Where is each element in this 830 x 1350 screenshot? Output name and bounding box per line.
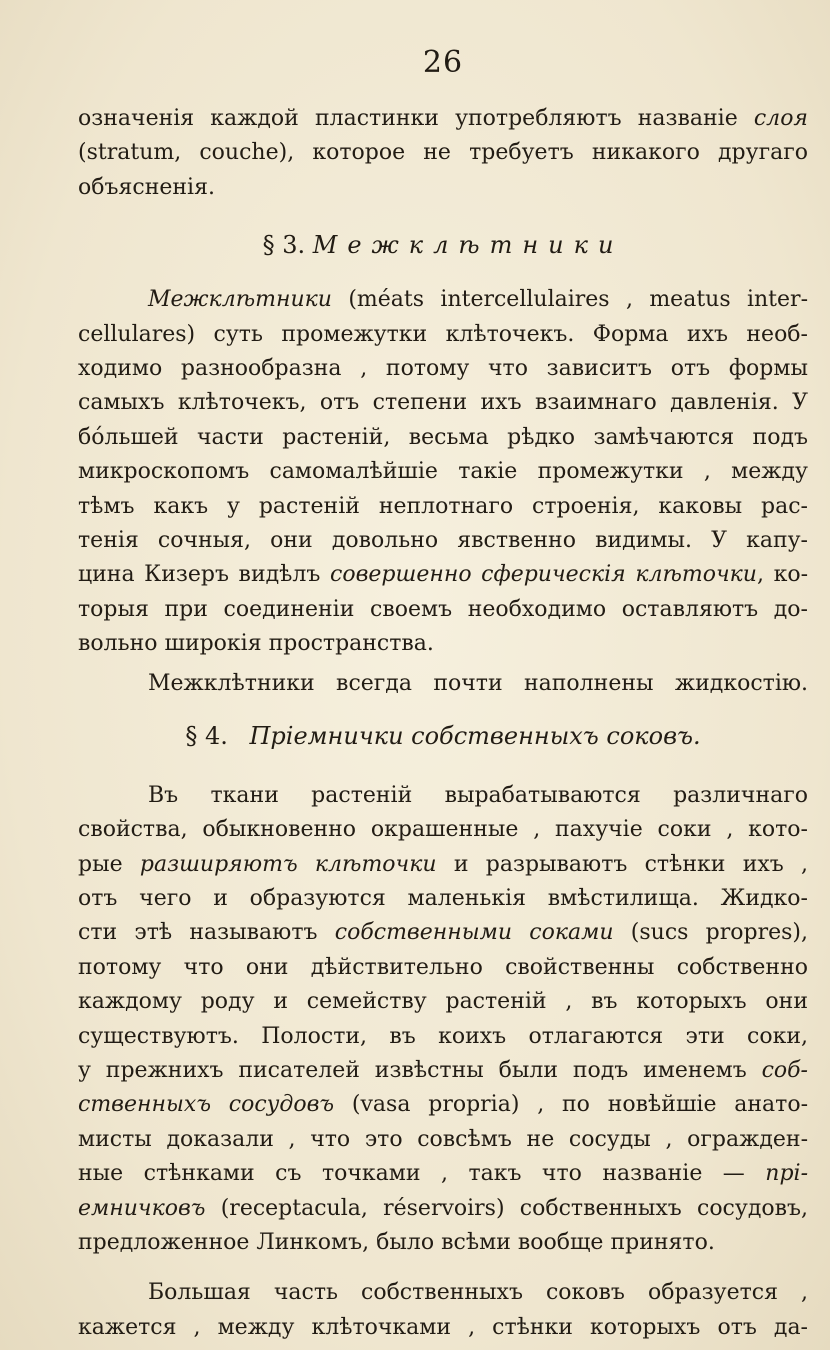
text-line: торыя при соединеніи своемъ необходимо оставляютъ до- — [78, 596, 808, 622]
italic-term: ственныхъ сосудовъ — [78, 1092, 335, 1118]
text-line: предложенное Линкомъ, было всѣми вообще принято. — [78, 1229, 715, 1255]
paragraph-intercellular-fluid — [78, 667, 808, 701]
text-line: ные стѣнками съ точками , такъ что названіе — прі- — [78, 1161, 809, 1187]
section-title: Пріемнички собственныхъ соковъ. — [249, 721, 701, 750]
italic-term: слоя — [753, 106, 808, 131]
text-line: цина Кизеръ видѣлъ совершенно сферическія клѣточки, ко- — [78, 562, 808, 588]
italic-term: емничковъ — [78, 1195, 206, 1221]
italic-term: соб- — [761, 1057, 808, 1083]
text-line: бо́льшей части растеній, весьма рѣдко замѣчаются подъ — [78, 424, 808, 450]
italic-term: совершенно сферическія клѣточки — [330, 562, 757, 588]
page-number: 26 — [422, 45, 464, 80]
text-line: отъ чего и образуются маленькія вмѣстилища. Жидко- — [78, 886, 808, 912]
text-line: рые разширяютъ клѣточки и разрываютъ стѣнки ихъ , — [78, 851, 809, 877]
text-line: Межклѣтники (méats intercellulaires , meatus inter- — [148, 287, 808, 313]
text-line: микроскопомъ самомалѣйшіе такіе промежутки , между — [78, 459, 808, 485]
text-line: (stratum, couche), которое не требуетъ никакого другаго — [78, 140, 808, 166]
text-line: существуютъ. Полости, въ коихъ отлагаются эти соки, — [78, 1023, 808, 1049]
text-line: вольно широкія пространства. — [78, 631, 434, 657]
text-line: сти этѣ называютъ собственными соками (sucs propres), — [78, 920, 808, 946]
section-number: § 4. — [185, 721, 228, 750]
section-heading-4 — [78, 719, 808, 753]
text-line: означенія каждой пластинки употребляютъ названіе слоя — [78, 106, 808, 131]
text-line: Въ ткани растеній вырабатываются различнаго — [148, 782, 808, 808]
italic-term: собственными соками — [334, 920, 614, 946]
italic-term: Межклѣтники — [148, 287, 332, 313]
intro-paragraph — [78, 102, 808, 205]
text-line: кажется , между клѣточками , стѣнки которыхъ отъ да- — [78, 1314, 808, 1340]
text-line: мисты доказали , что это совсѣмъ не сосуды , огражден- — [78, 1126, 808, 1152]
section-heading-3 — [78, 228, 808, 262]
italic-term: прі- — [765, 1161, 809, 1187]
text-line: емничковъ (receptacula, réservoirs) собственныхъ сосудовъ, — [78, 1195, 808, 1221]
text-line: Большая часть собственныхъ соковъ образуется , — [148, 1280, 808, 1306]
italic-term: разширяютъ клѣточки — [139, 851, 437, 877]
text-line: тенія сочныя, они довольно явственно видимы. У капу- — [78, 527, 808, 553]
text-line: потому что они дѣйствительно свойственны собственно — [78, 954, 808, 980]
text-line: ственныхъ сосудовъ (vasa propria) , по новѣйшіе анато- — [78, 1092, 809, 1118]
text-line: Межклѣтники всегда почти наполнены жидкостію. — [148, 671, 808, 697]
paragraph-formation — [78, 1276, 808, 1345]
section-number: § 3. — [262, 231, 306, 260]
paragraph-intercellular — [78, 283, 808, 661]
paragraph-receptacles — [78, 779, 808, 1260]
text-line: самыхъ клѣточекъ, отъ степени ихъ взаимнаго давленія. У — [78, 390, 808, 416]
text-line: свойства, обыкновенно окрашенные , пахучіе соки , кото- — [78, 817, 808, 843]
text-line: объясненія. — [78, 174, 215, 200]
text-line: ходимо разнообразна , потому что зависитъ отъ формы — [78, 355, 808, 381]
text-line: каждому роду и семейству растеній , въ которыхъ они — [78, 989, 808, 1015]
section-title: Межклѣтники — [312, 231, 624, 260]
text-line: у прежнихъ писателей извѣстны были подъ именемъ соб- — [78, 1057, 808, 1083]
text-line: cellulares) суть промежутки клѣточекъ. Форма ихъ необ- — [78, 321, 808, 347]
text-line: тѣмъ какъ у растеній неплотнаго строенія, каковы рас- — [78, 493, 808, 519]
